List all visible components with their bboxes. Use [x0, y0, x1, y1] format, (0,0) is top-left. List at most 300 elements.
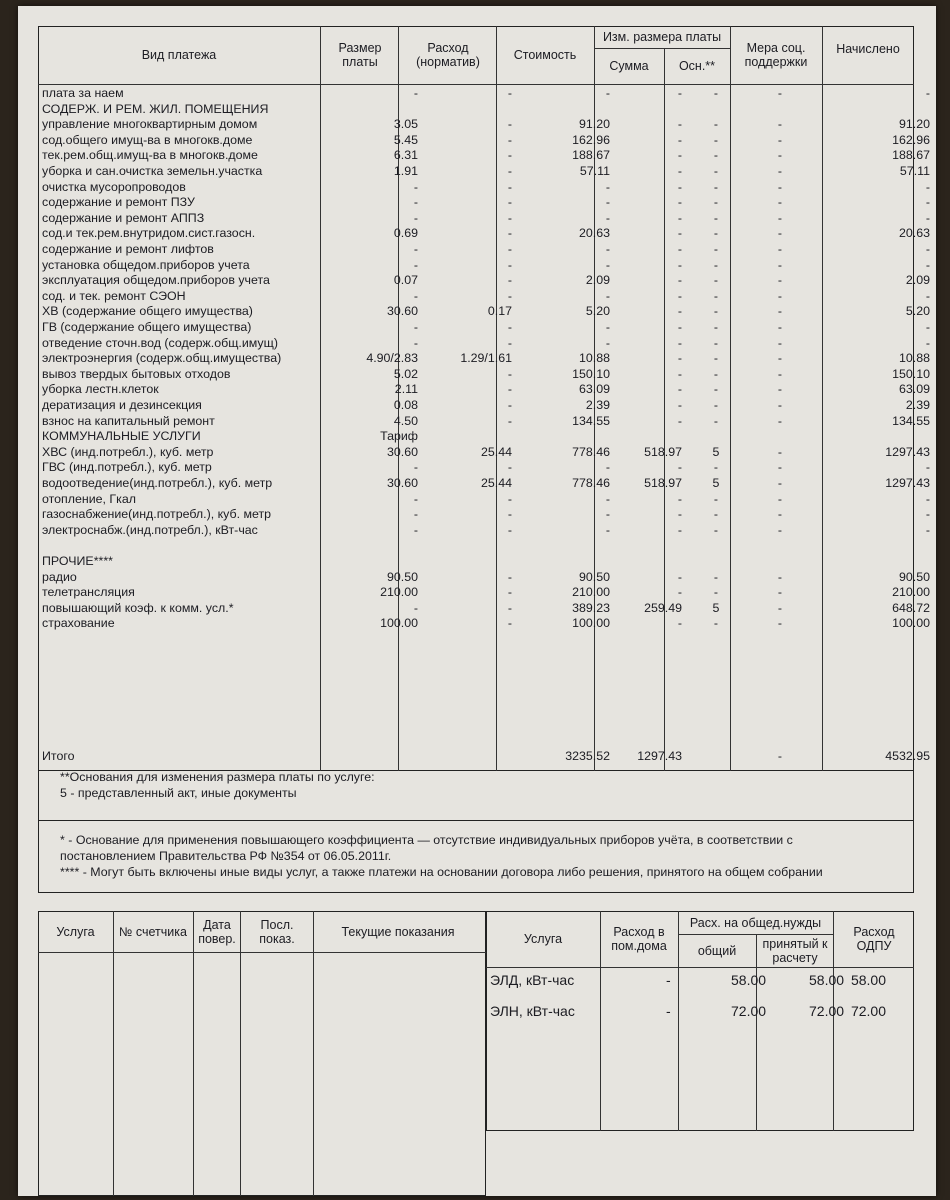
- row-service-name: эксплуатация общедом.приборов учета: [42, 273, 270, 288]
- charge-row: [38, 257, 930, 274]
- row-cost: 162.96: [572, 132, 610, 147]
- row-change-basis: -: [713, 148, 719, 163]
- row-rate: 210.00: [380, 585, 418, 600]
- row-support: -: [777, 226, 783, 241]
- charge-row: [38, 522, 930, 539]
- row-change-basis: -: [713, 257, 719, 272]
- row-service-name: КОММУНАЛЬНЫЕ УСЛУГИ: [42, 429, 201, 444]
- charge-row: [38, 102, 914, 118]
- row-support: -: [777, 366, 783, 381]
- row-service-name: СОДЕРЖ. И РЕМ. ЖИЛ. ПОМЕЩЕНИЯ: [42, 101, 269, 116]
- row-service-name: ГВ (содержание общего имущества): [42, 320, 252, 334]
- charge-row: [38, 366, 930, 383]
- header-charged: Начислено: [836, 42, 900, 56]
- row-usage: 0.17: [487, 304, 512, 319]
- row-cost: -: [605, 491, 610, 506]
- row-support: -: [777, 148, 783, 163]
- row-cost: -: [605, 335, 610, 350]
- row-service-name: дератизация и дезинсекция: [42, 398, 202, 412]
- row-charged: 2.39: [905, 398, 930, 412]
- row-support: -: [777, 491, 783, 506]
- odn-header-total: общий: [697, 943, 737, 958]
- row-support: -: [777, 242, 783, 256]
- row-usage: 25.44: [480, 476, 512, 490]
- row-change-sum: -: [677, 616, 682, 631]
- row-support: -: [777, 600, 783, 615]
- row-cost: -: [605, 195, 610, 210]
- row-change-sum: -: [677, 242, 682, 256]
- row-rate: -: [413, 600, 418, 615]
- row-charged: -: [925, 320, 930, 334]
- row-usage: -: [507, 288, 512, 303]
- row-support: -: [777, 320, 783, 334]
- row-rate: 4.90/2.83: [366, 351, 418, 366]
- row-support: -: [777, 351, 783, 366]
- row-change-sum: -: [677, 413, 682, 428]
- row-support: -: [777, 569, 783, 584]
- row-change-basis: -: [713, 507, 719, 522]
- charge-row: [38, 86, 930, 102]
- row-rate: 6.31: [393, 148, 418, 163]
- row-change-sum: -: [677, 585, 682, 600]
- row-charged: 150.10: [892, 366, 930, 381]
- row-service-name: страхование: [42, 616, 115, 631]
- row-rate: 1.91: [393, 164, 418, 178]
- row-rate: 30.60: [386, 304, 418, 319]
- row-usage: -: [507, 320, 512, 334]
- row-support: -: [777, 585, 783, 600]
- row-service-name: водоотведение(инд.потребл.), куб. метр: [42, 476, 273, 490]
- row-change-basis: -: [713, 132, 719, 147]
- basis-title: **Основания для изменения размера платы по услуге:: [60, 770, 375, 784]
- row-change-basis: -: [713, 304, 719, 319]
- row-service-name: тек.рем.общ.имущ-ва в многокв.доме: [42, 148, 258, 163]
- charge-row: [38, 554, 914, 570]
- charge-row: [38, 195, 930, 211]
- row-usage: -: [507, 600, 512, 615]
- row-rate: 100.00: [380, 616, 418, 631]
- row-change-sum: -: [677, 132, 682, 147]
- row-change-sum: -: [677, 288, 682, 303]
- row-rate: 0.08: [393, 398, 418, 412]
- row-service-name: газоснабжение(инд.потребл.), куб. метр: [42, 507, 272, 522]
- charge-row: [38, 164, 930, 180]
- header-change-sum: Сумма: [609, 59, 649, 73]
- row-service-name: уборка лестн.клеток: [42, 382, 159, 397]
- row-charged: -: [925, 179, 930, 194]
- row-usage: -: [507, 273, 512, 288]
- bill-sheet: [18, 6, 936, 1196]
- row-support: -: [777, 382, 783, 397]
- row-change-sum: -: [677, 304, 682, 319]
- row-rate: -: [413, 335, 418, 350]
- row-cost: -: [605, 507, 610, 522]
- row-charged: -: [925, 195, 930, 210]
- row-cost: 10.88: [578, 351, 610, 366]
- row-service-name: повышающий коэф. к комм. усл.*: [42, 600, 234, 615]
- row-change-sum: -: [677, 257, 682, 272]
- row-usage: -: [507, 179, 512, 194]
- row-rate: -: [413, 320, 418, 334]
- odn-header-house: Расход в пом.дома: [611, 925, 667, 953]
- charge-row: [38, 569, 930, 586]
- row-cost: -: [605, 460, 610, 475]
- row-support: -: [777, 164, 783, 178]
- row-service-name: электроснабж.(инд.потребл.), кВт-час: [42, 522, 258, 537]
- row-rate: -: [413, 257, 418, 272]
- charge-row: [38, 273, 930, 289]
- row-service-name: плата за наем: [42, 86, 124, 100]
- total-row: [38, 749, 930, 765]
- row-change-basis: 5: [712, 600, 720, 615]
- odn-header-accepted: принятый к расчету: [762, 936, 828, 965]
- row-change-sum: -: [677, 164, 682, 178]
- meters-header-current: Текущие показания: [341, 924, 455, 939]
- odn-row: [486, 1003, 914, 1023]
- row-service-name: установка общедом.приборов учета: [42, 257, 250, 272]
- row-rate: -: [413, 86, 418, 100]
- row-cost: -: [605, 179, 610, 194]
- row-usage: -: [507, 86, 512, 100]
- row-change-basis: -: [713, 335, 719, 350]
- row-cost: 210.00: [572, 585, 610, 600]
- odn-row-odpu: 58.00: [850, 972, 886, 988]
- row-change-basis: -: [713, 351, 719, 366]
- row-change-basis: -: [713, 382, 719, 397]
- row-service-name: содержание и ремонт лифтов: [42, 242, 214, 256]
- row-support: -: [777, 413, 783, 428]
- row-cost: 778.46: [572, 444, 610, 459]
- row-service-name: содержание и ремонт АППЗ: [42, 210, 205, 225]
- footnote-coefficient-1: * - Основание для применения повышающего коэффициента — отсутствие индивидуальных приборов учёта, в соответствии с: [60, 833, 793, 847]
- row-cost: 778.46: [572, 476, 610, 490]
- charges-rows: [38, 86, 930, 646]
- charge-row: [38, 210, 930, 227]
- row-change-basis: -: [713, 117, 719, 132]
- charge-row: [38, 351, 930, 367]
- row-cost: -: [605, 522, 610, 537]
- row-rate: -: [413, 507, 418, 522]
- row-rate: -: [413, 491, 418, 506]
- row-usage: -: [507, 195, 512, 210]
- row-charged: 210.00: [892, 585, 930, 600]
- charge-row: [38, 304, 930, 320]
- charge-row: [38, 507, 930, 523]
- row-rate: 0.69: [393, 226, 418, 241]
- row-usage: -: [507, 382, 512, 397]
- charge-row: [38, 288, 930, 305]
- row-change-basis: -: [713, 398, 719, 412]
- charge-row: [38, 117, 930, 133]
- row-change-sum: -: [677, 335, 682, 350]
- row-service-name: взнос на капитальный ремонт: [42, 413, 215, 428]
- row-change-basis: -: [713, 569, 719, 584]
- row-service-name: сод.и тек.рем.внутридом.сист.газосн.: [42, 226, 256, 241]
- charge-row: [38, 132, 930, 149]
- row-change-sum: 259.49: [644, 600, 682, 615]
- row-charged: -: [925, 335, 930, 350]
- row-charged: 648.72: [892, 600, 930, 615]
- row-support: -: [777, 195, 783, 210]
- row-rate: -: [413, 288, 418, 303]
- row-change-sum: -: [677, 117, 682, 132]
- header-rate: Размер платы: [338, 41, 382, 69]
- row-change-basis: -: [713, 195, 719, 210]
- row-usage: 25.44: [480, 444, 512, 459]
- row-change-basis: 5: [712, 444, 720, 459]
- row-charged: 63.09: [898, 382, 930, 397]
- charge-row: [38, 179, 930, 196]
- total-label: Итого: [42, 749, 75, 763]
- odn-row-odpu: 72.00: [850, 1003, 886, 1019]
- row-service-name: управление многоквартирным домом: [42, 117, 258, 132]
- row-cost: 100.00: [572, 616, 610, 631]
- row-change-basis: -: [713, 273, 719, 288]
- header-usage: Расход (норматив): [416, 41, 480, 69]
- row-charged: -: [925, 460, 930, 475]
- row-cost: 389.23: [572, 600, 610, 615]
- row-support: -: [777, 616, 783, 631]
- row-rate: 3.05: [393, 117, 418, 132]
- odn-row-total: 58.00: [731, 972, 767, 988]
- row-cost: -: [605, 257, 610, 272]
- row-charged: 1297.43: [885, 444, 930, 459]
- row-support: -: [777, 117, 783, 132]
- row-rate: 2.11: [394, 382, 418, 397]
- charge-row: [38, 538, 914, 554]
- row-change-basis: -: [713, 179, 719, 194]
- row-support: -: [777, 132, 783, 147]
- row-rate: 30.60: [386, 476, 418, 490]
- charge-row: [38, 226, 930, 242]
- row-usage: -: [507, 132, 512, 147]
- row-change-basis: -: [713, 460, 719, 475]
- row-service-name: отопление, Гкал: [42, 491, 136, 506]
- row-change-basis: -: [713, 491, 719, 506]
- charge-row: [38, 600, 930, 617]
- row-usage: -: [507, 117, 512, 132]
- odn-row-service: ЭЛД, кВт-час: [490, 972, 575, 988]
- row-change-sum: -: [677, 273, 682, 288]
- row-support: -: [777, 179, 783, 194]
- row-change-sum: -: [677, 320, 682, 334]
- charge-row: [38, 320, 930, 336]
- row-support: -: [777, 460, 783, 475]
- charge-row: [38, 382, 930, 398]
- meters-table: [38, 911, 486, 1196]
- row-rate: 5.45: [393, 132, 418, 147]
- row-change-basis: -: [713, 226, 719, 241]
- charge-row: [38, 413, 930, 430]
- row-charged: -: [925, 242, 930, 256]
- row-cost: 188.67: [572, 148, 610, 163]
- row-cost: 150.10: [572, 366, 610, 381]
- row-support: -: [777, 86, 783, 100]
- row-charged: -: [925, 507, 930, 522]
- charge-row: [38, 242, 930, 258]
- row-rate: 0.07: [393, 273, 418, 288]
- meters-header-last: Посл. показ.: [259, 917, 295, 946]
- header-change: Изм. размера платы: [602, 30, 722, 44]
- row-cost: 20.63: [578, 226, 610, 241]
- row-service-name: вывоз твердых бытовых отходов: [42, 366, 231, 381]
- row-support: -: [777, 288, 783, 303]
- row-service-name: очистка мусоропроводов: [42, 179, 186, 194]
- row-charged: 91.20: [898, 117, 930, 132]
- odn-header-common: Расх. на общед.нужды: [689, 915, 822, 930]
- odn-header-service: Услуга: [523, 932, 563, 946]
- row-service-name: сод. и тек. ремонт СЭОН: [42, 288, 186, 303]
- row-change-sum: -: [677, 179, 682, 194]
- row-service-name: сод.общего имущ-ва в многокв.доме: [42, 132, 253, 147]
- row-change-sum: -: [677, 351, 682, 366]
- charge-row: [38, 616, 930, 632]
- row-change-sum: -: [677, 366, 682, 381]
- row-rate: -: [413, 242, 418, 256]
- row-change-basis: -: [713, 320, 719, 334]
- row-support: -: [777, 257, 783, 272]
- row-change-basis: -: [713, 164, 719, 178]
- row-rate: Тариф: [380, 429, 418, 444]
- row-service-name: ПРОЧИЕ****: [42, 554, 113, 568]
- odn-row-accepted: 72.00: [809, 1003, 845, 1019]
- row-usage: -: [507, 257, 512, 272]
- row-charged: -: [925, 210, 930, 225]
- odn-row-service: ЭЛН, кВт-час: [490, 1003, 575, 1019]
- row-charged: -: [925, 86, 930, 100]
- row-cost: -: [605, 320, 610, 334]
- row-usage: -: [507, 616, 512, 631]
- row-change-basis: -: [713, 210, 719, 225]
- row-cost: 2.39: [585, 398, 610, 412]
- row-rate: -: [413, 210, 418, 225]
- header-support: Мера соц. поддержки: [744, 41, 808, 69]
- row-cost: -: [605, 210, 610, 225]
- row-charged: -: [925, 257, 930, 272]
- odn-row-house: -: [666, 972, 671, 988]
- row-charged: 100.00: [892, 616, 930, 631]
- row-change-basis: -: [713, 242, 719, 256]
- row-change-basis: 5: [712, 476, 720, 490]
- row-usage: -: [507, 507, 512, 522]
- row-charged: 162.96: [892, 132, 930, 147]
- row-cost: 2.09: [585, 273, 610, 288]
- charge-row: [38, 585, 930, 601]
- row-usage: 1.29/1.61: [460, 351, 512, 366]
- row-charged: -: [925, 491, 930, 506]
- row-cost: -: [605, 86, 610, 100]
- total-charged: 4532.95: [885, 749, 930, 763]
- row-service-name: электроэнергия (содерж.общ.имущества): [42, 351, 282, 366]
- charge-row: [38, 335, 930, 352]
- row-usage: -: [507, 210, 512, 225]
- row-rate: 30.60: [386, 444, 418, 459]
- header-cost: Стоимость: [513, 48, 577, 62]
- basis-item: 5 - представленный акт, иные документы: [60, 786, 297, 800]
- row-usage: -: [507, 569, 512, 584]
- total-support: -: [777, 749, 783, 763]
- odn-row-accepted: 58.00: [809, 972, 845, 988]
- row-change-basis: -: [713, 366, 719, 381]
- footnote-coefficient-2: постановлением Правительства РФ №354 от 06.05.2011г.: [60, 849, 392, 863]
- row-support: -: [777, 522, 783, 537]
- row-cost: 5.20: [585, 304, 610, 319]
- row-change-sum: -: [677, 226, 682, 241]
- row-rate: -: [413, 460, 418, 475]
- row-change-sum: -: [677, 398, 682, 412]
- row-change-basis: -: [713, 288, 719, 303]
- row-change-sum: -: [677, 148, 682, 163]
- row-usage: -: [507, 148, 512, 163]
- row-rate: -: [413, 522, 418, 537]
- row-change-sum: 518.97: [644, 476, 682, 490]
- row-cost: 57.11: [579, 164, 610, 178]
- row-service-name: ХВС (инд.потребл.), куб. метр: [42, 444, 214, 459]
- charge-row: [38, 398, 930, 414]
- row-rate: 5.02: [393, 366, 418, 381]
- row-change-sum: -: [677, 210, 682, 225]
- row-cost: -: [605, 242, 610, 256]
- row-change-basis: -: [713, 86, 719, 100]
- row-usage: -: [507, 522, 512, 537]
- charge-row: [38, 460, 930, 476]
- row-charged: -: [925, 288, 930, 303]
- row-change-basis: -: [713, 616, 719, 631]
- row-service-name: ХВ (содержание общего имущества): [42, 304, 253, 319]
- row-change-sum: -: [677, 569, 682, 584]
- meters-header-number: № счетчика: [119, 924, 187, 939]
- row-service-name: содержание и ремонт ПЗУ: [42, 195, 195, 210]
- row-usage: -: [507, 366, 512, 381]
- odn-row: [486, 972, 914, 992]
- meters-header-date: Дата повер.: [198, 917, 236, 946]
- row-change-basis: -: [713, 413, 719, 428]
- row-charged: 20.63: [898, 226, 930, 241]
- row-service-name: радио: [42, 569, 77, 584]
- row-cost: 90.50: [578, 569, 610, 584]
- row-change-sum: -: [677, 507, 682, 522]
- row-cost: 91.20: [578, 117, 610, 132]
- row-rate: 90.50: [386, 569, 418, 584]
- meters-header-service: Услуга: [56, 924, 95, 939]
- row-change-basis: -: [713, 522, 719, 537]
- header-service: Вид платежа: [141, 48, 217, 62]
- odn-row-house: -: [666, 1003, 671, 1019]
- row-usage: -: [507, 398, 512, 412]
- row-charged: 5.20: [905, 304, 930, 319]
- row-rate: -: [413, 179, 418, 194]
- row-support: -: [777, 444, 783, 459]
- row-cost: 63.09: [578, 382, 610, 397]
- row-cost: -: [605, 288, 610, 303]
- row-support: -: [777, 335, 783, 350]
- row-charged: 134.55: [892, 413, 930, 428]
- row-charged: 90.50: [898, 569, 930, 584]
- row-usage: -: [507, 585, 512, 600]
- row-service-name: ГВС (инд.потребл.), куб. метр: [42, 460, 212, 475]
- row-usage: -: [507, 226, 512, 241]
- row-usage: -: [507, 491, 512, 506]
- row-service-name: отведение сточн.вод (содерж.общ.имущ): [42, 335, 278, 350]
- row-service-name: уборка и сан.очистка земельн.участка: [42, 164, 263, 178]
- charge-row: [38, 491, 930, 508]
- charge-row: [38, 476, 930, 492]
- row-charged: 188.67: [892, 148, 930, 163]
- row-change-sum: -: [677, 195, 682, 210]
- total-cost: 3235.52: [565, 749, 610, 763]
- odn-row-total: 72.00: [731, 1003, 767, 1019]
- row-change-sum: -: [677, 382, 682, 397]
